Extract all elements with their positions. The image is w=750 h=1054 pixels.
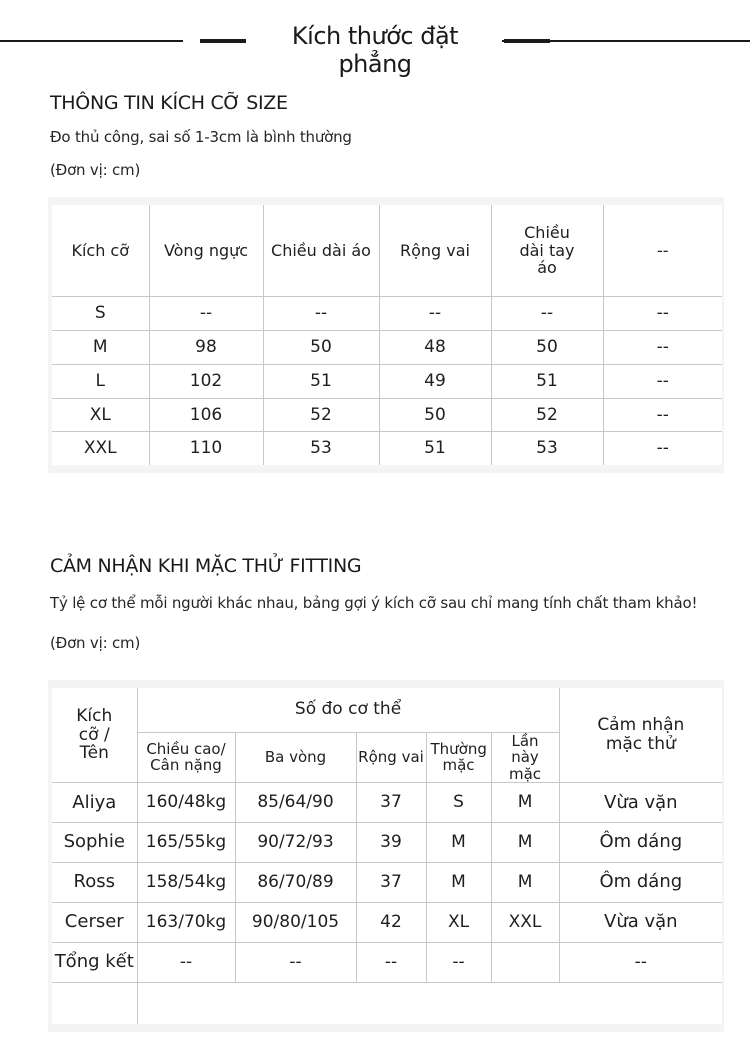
table-cell: M (491, 822, 559, 862)
table-cell: -- (603, 398, 722, 432)
table-cell: 106 (149, 398, 263, 432)
table-cell: 52 (263, 398, 379, 432)
table-cell: M (491, 783, 559, 823)
table-cell (52, 982, 137, 1024)
table-cell: 165/55kg (137, 822, 235, 862)
fitting-section-unit: (Đơn vị: cm) (50, 634, 141, 652)
column-header-size-name: Kích cỡ / Tên (52, 688, 137, 783)
column-header: Lần này mặc (491, 732, 559, 783)
table-cell: -- (603, 297, 722, 331)
table-cell: -- (379, 297, 491, 331)
table-cell: 51 (491, 364, 603, 398)
table-cell: 39 (356, 822, 426, 862)
fitting-table (52, 688, 722, 1024)
table-cell (491, 942, 559, 982)
table-cell: 86/70/89 (235, 862, 356, 902)
table-cell: -- (559, 942, 722, 982)
column-header: Vòng ngực (149, 205, 263, 297)
table-cell: 90/80/105 (235, 902, 356, 942)
table-cell: Vừa vặn (559, 902, 722, 942)
table-cell: Ross (52, 862, 137, 902)
column-header: -- (603, 205, 722, 297)
table-cell: -- (235, 942, 356, 982)
column-header: Ba vòng (235, 732, 356, 783)
table-cell: -- (149, 297, 263, 331)
table-row-empty (52, 982, 722, 1024)
table-cell: XXL (83, 438, 117, 459)
column-header-body-group: Số đo cơ thể (137, 688, 559, 732)
table-cell: 52 (491, 398, 603, 432)
column-header: Rộng vai (356, 732, 426, 783)
table-cell: 48 (379, 330, 491, 364)
table-row (52, 862, 722, 902)
table-row (52, 432, 722, 465)
table-cell: Aliya (52, 783, 137, 823)
table-cell: XL (426, 902, 491, 942)
size-table (52, 205, 722, 465)
table-cell: XL (52, 398, 149, 432)
size-section-title: THÔNG TIN KÍCH CỠ SIZE (50, 92, 288, 114)
table-row (52, 822, 722, 862)
table-cell: M (426, 822, 491, 862)
fitting-section-title: CẢM NHẬN KHI MẶC THỬ FITTING (50, 555, 362, 577)
table-cell: 51 (263, 364, 379, 398)
table-cell: Ôm dáng (559, 822, 722, 862)
column-header-feel: Cảm nhận mặc thử (559, 688, 722, 783)
table-row (52, 783, 722, 823)
size-table-frame (48, 197, 724, 473)
table-cell: -- (603, 432, 722, 465)
size-table-header-row (52, 205, 722, 297)
table-cell: -- (603, 330, 722, 364)
table-cell: 53 (491, 432, 603, 465)
fitting-section-note: Tỷ lệ cơ thể mỗi người khác nhau, bảng gợi ý kích cỡ sau chỉ mang tính chất tham khảo! (50, 594, 698, 612)
table-row (52, 364, 722, 398)
column-header: Chiều dài áo (263, 205, 379, 297)
table-cell: S (52, 297, 149, 331)
table-cell: -- (356, 942, 426, 982)
column-header: Thường mặc (426, 732, 491, 783)
header-rule-right (502, 40, 750, 42)
table-cell: Ôm dáng (559, 862, 722, 902)
fitting-table-header-row (52, 688, 722, 732)
table-cell: 37 (356, 783, 426, 823)
table-cell: 98 (149, 330, 263, 364)
table-cell: -- (426, 942, 491, 982)
table-cell: M (52, 330, 149, 364)
table-cell (137, 982, 722, 1024)
table-cell: M (491, 862, 559, 902)
table-cell: 160/48kg (137, 783, 235, 823)
table-cell: 53 (263, 432, 379, 465)
column-header: Kích cỡ (52, 205, 149, 297)
table-cell: S (426, 783, 491, 823)
table-cell: -- (263, 297, 379, 331)
table-cell: 102 (149, 364, 263, 398)
table-cell: -- (491, 297, 603, 331)
table-cell: 163/70kg (137, 902, 235, 942)
table-cell: -- (603, 364, 722, 398)
size-section-unit: (Đơn vị: cm) (50, 161, 141, 179)
table-cell: L (52, 364, 149, 398)
table-cell: -- (137, 942, 235, 982)
table-cell: 42 (356, 902, 426, 942)
table-cell: Vừa vặn (559, 783, 722, 823)
table-cell: 49 (379, 364, 491, 398)
column-header: Chiều dài tay áo (491, 205, 603, 297)
table-row (52, 330, 722, 364)
header-dash-left (200, 39, 246, 43)
table-row (52, 398, 722, 432)
table-cell: M (426, 862, 491, 902)
table-cell: Sophie (52, 822, 137, 862)
table-cell: XXL (491, 902, 559, 942)
fitting-table-frame (48, 680, 724, 1032)
table-cell: 158/54kg (137, 862, 235, 902)
page-title: Kích thước đặt phẳng (291, 22, 459, 78)
column-header: Rộng vai (379, 205, 491, 297)
table-cell: 110 (149, 432, 263, 465)
table-row (52, 297, 722, 331)
table-cell: 37 (356, 862, 426, 902)
table-cell: 50 (491, 330, 603, 364)
table-cell: Cerser (52, 902, 137, 942)
table-cell: 90/72/93 (235, 822, 356, 862)
header-rule-left (0, 40, 183, 42)
size-section-note: Đo thủ công, sai số 1-3cm là bình thường (50, 128, 352, 146)
table-row (52, 942, 722, 982)
table-cell: Tổng kết (52, 942, 137, 982)
table-row (52, 902, 722, 942)
table-cell: 85/64/90 (235, 783, 356, 823)
table-cell: 50 (263, 330, 379, 364)
table-cell: 51 (379, 432, 491, 465)
column-header: Chiều cao/ Cân nặng (137, 732, 235, 783)
table-cell: 50 (379, 398, 491, 432)
